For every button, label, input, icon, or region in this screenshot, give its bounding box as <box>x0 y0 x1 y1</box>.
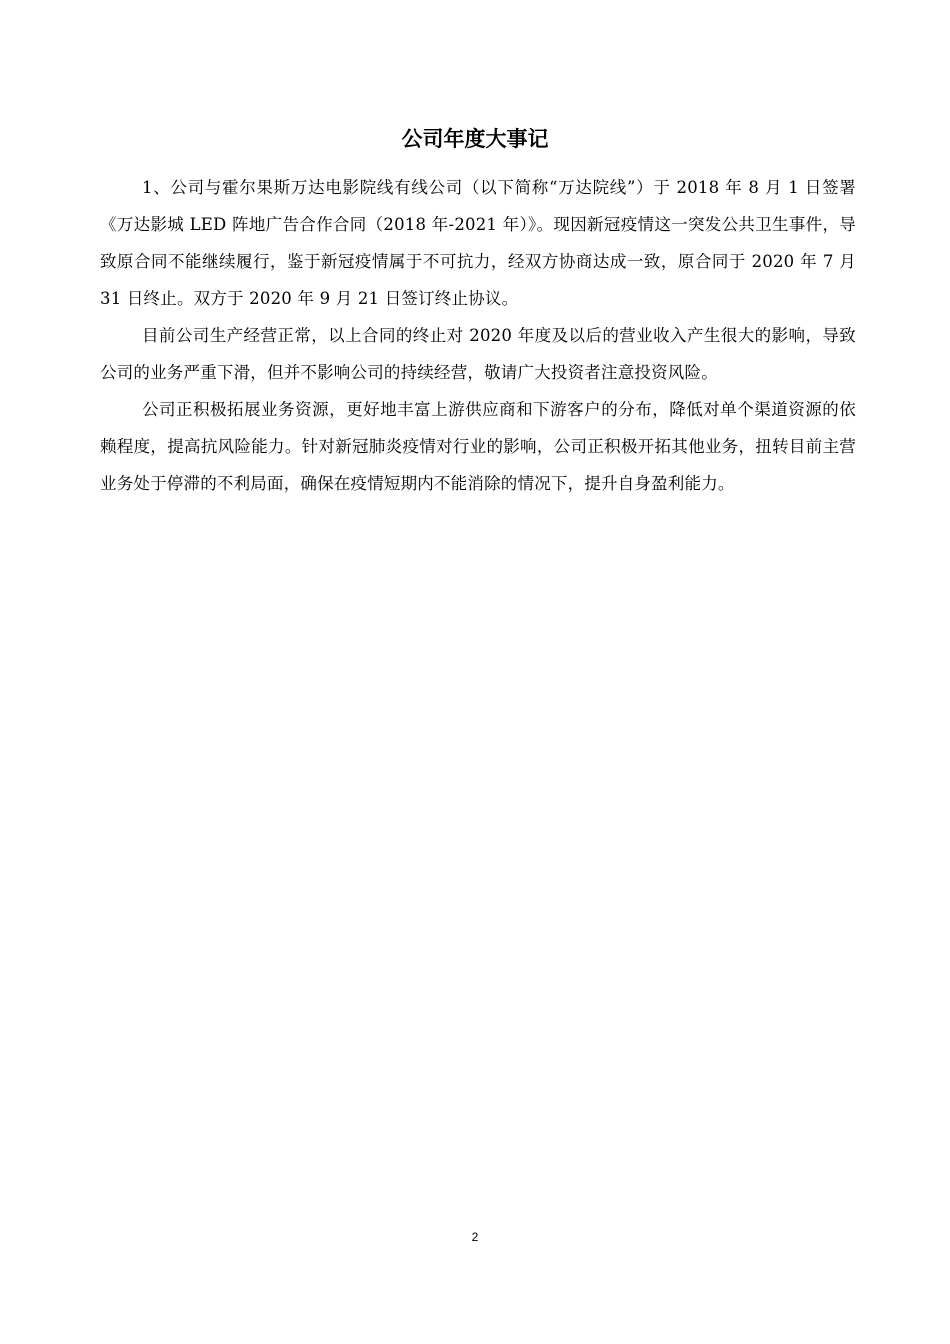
document-body <box>100 169 856 502</box>
page-title: 公司年度大事记 <box>401 127 549 151</box>
page-number: 2 <box>471 1230 479 1244</box>
paragraph-business-impact: 目前公司生产经营正常，以上合同的终止对 2020 年度及以后的营业收入产生很大的影响，导致公司的业务严重下滑，但并不影响公司的持续经营，敬请广大投资者注意投资风险。 <box>100 326 856 382</box>
paragraph-business-expansion: 公司正积极拓展业务资源，更好地丰富上游供应商和下游客户的分布，降低对单个渠道资源的依赖程度，提高抗风险能力。针对新冠肺炎疫情对行业的影响，公司正积极开拓其他业务，扭转目前主营业务处于停滞的不利局面，确保在疫情短期内不能消除的情况下，提升自身盈利能力。 <box>100 400 856 493</box>
paragraph-contract-termination: 1、公司与霍尔果斯万达电影院线有线公司（以下简称“万达院线”）于 2018 年 8 月 1 日签署《万达影城 LED 阵地广告合作合同（2018 年-2021 年）》。现因新冠疫情这一突发公共卫生事件，导致原合同不能继续履行，鉴于新冠疫情属于不可抗力，经双方协商达成一致，原合同于 2020 年 7 月 31 日终止。双方于 2020 年 9 月 21 日签订终止协议。 <box>100 178 856 308</box>
